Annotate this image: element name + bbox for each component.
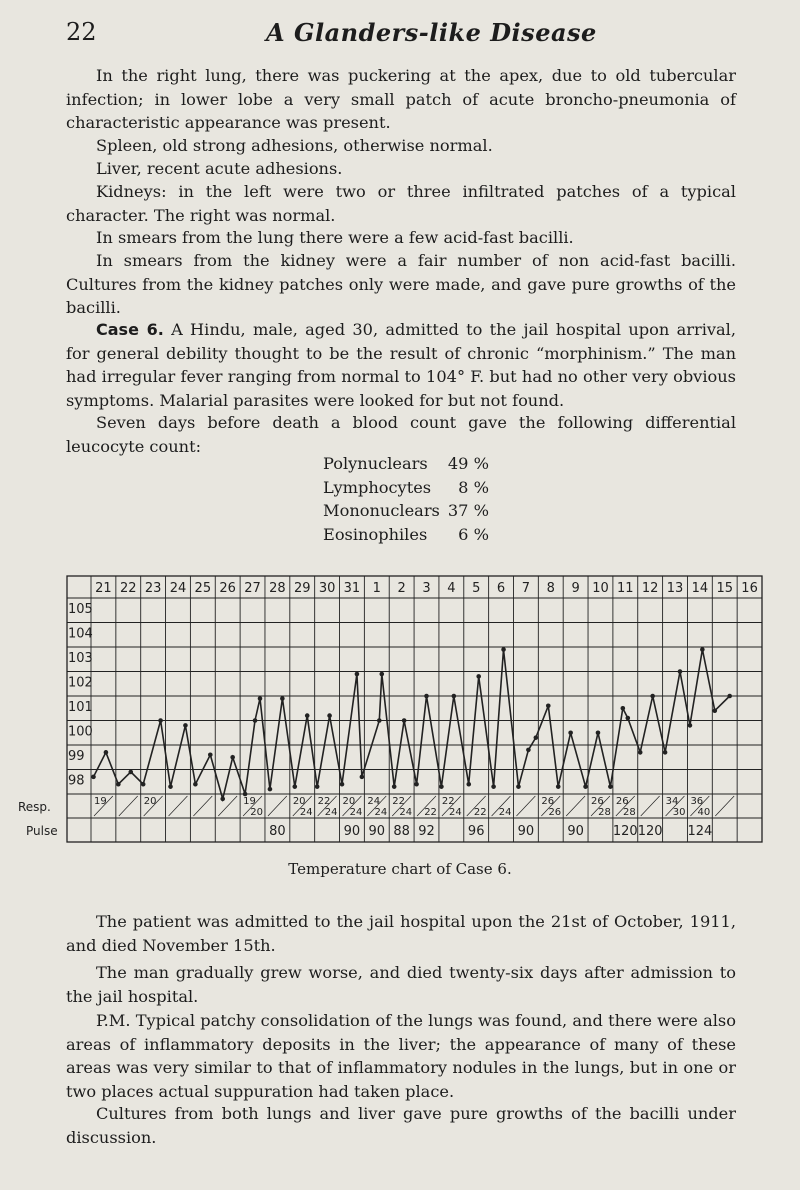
temperature-point	[379, 672, 384, 677]
temperature-point	[91, 775, 96, 780]
paragraph-lung-smears: In smears from the lung there were a few acid-fast bacilli.	[96, 228, 574, 247]
temperature-point	[208, 753, 213, 758]
paragraph-admission: The patient was admitted to the jail hospital upon the 21st of October, 1911, and died November 15th.	[66, 912, 736, 955]
temperature-point	[168, 784, 173, 789]
temperature-tick-label: 101	[68, 700, 93, 716]
temperature-tick-label: 102	[68, 675, 93, 691]
day-label: 30	[318, 581, 336, 596]
case-label: Case 6.	[96, 320, 164, 339]
temperature-point	[402, 718, 407, 723]
day-label: 22	[120, 581, 137, 596]
resp-value-bottom: 24	[299, 807, 313, 818]
resp-value-bottom: 22	[473, 807, 487, 818]
temperature-point	[663, 750, 668, 755]
resp-value-bottom: 26	[548, 807, 562, 818]
day-label: 5	[472, 581, 481, 596]
resp-cell-diagonal	[516, 796, 535, 816]
pulse-value: 90	[567, 824, 584, 839]
temperature-point	[360, 775, 365, 780]
pulse-value: 120	[637, 824, 663, 839]
resp-value-bottom: 28	[598, 807, 611, 818]
temperature-point	[424, 694, 429, 699]
temperature-point	[158, 718, 163, 723]
day-label: 26	[219, 581, 236, 596]
temperature-point	[183, 723, 188, 728]
temperature-point	[141, 782, 146, 787]
temperature-point	[258, 696, 263, 701]
temperature-point	[608, 784, 613, 789]
temperature-point	[727, 694, 732, 699]
count-name: Polynuclears	[323, 454, 428, 473]
count-name: Lymphocytes	[323, 477, 432, 497]
resp-value-top: 22	[441, 796, 455, 807]
resp-value-top: 26	[615, 796, 629, 807]
temperature-point	[700, 647, 705, 652]
temperature-point	[638, 750, 643, 755]
resp-value-top: 20	[143, 796, 157, 807]
temperature-point	[626, 716, 631, 721]
count-row	[323, 476, 489, 500]
pulse-value: 90	[517, 824, 535, 839]
resp-value-top: 19	[94, 796, 107, 807]
temperature-point	[305, 713, 310, 718]
temperature-point	[556, 784, 561, 789]
pulse-value: 90	[343, 824, 361, 839]
temperature-point	[650, 694, 655, 699]
paragraph-post-mortem: P.M. Typical patchy consolidation of the lungs was found, and there were also areas of inflammatory deposits in the liver; the appearance of many of these areas was very similar to that of inflammatory nodules in the lungs, but in one or two places actual suppuration had taken place.	[66, 1011, 736, 1101]
temperature-point	[688, 723, 693, 728]
resp-value-bottom: 30	[672, 807, 686, 818]
temperature-point	[596, 730, 601, 735]
temperature-point	[116, 782, 121, 787]
running-title: A Glanders-like Disease	[266, 18, 597, 47]
temperature-point	[678, 669, 683, 674]
temperature-point	[491, 784, 496, 789]
day-label: 11	[617, 581, 634, 596]
day-label: 10	[592, 581, 609, 596]
temperature-point	[340, 782, 345, 787]
temperature-tick-label: 98	[68, 773, 85, 789]
resp-value-top: 20	[342, 796, 356, 807]
resp-value-bottom: 24	[324, 807, 338, 818]
temperature-tick-label: 100	[68, 724, 93, 740]
count-name: Mononuclears	[323, 501, 440, 520]
resp-value-bottom: 40	[697, 807, 711, 818]
resp-value-bottom: 24	[349, 807, 363, 818]
day-label: 12	[641, 581, 659, 596]
resp-cell-diagonal	[715, 796, 734, 816]
resp-value-top: 20	[292, 796, 306, 807]
temperature-point	[526, 748, 531, 753]
temperature-point	[355, 672, 360, 677]
day-label: 4	[447, 581, 456, 596]
resp-value-top: 34	[665, 796, 679, 807]
day-label: 9	[571, 581, 580, 596]
day-label: 29	[293, 581, 311, 596]
day-label: 1	[372, 581, 381, 596]
pulse-value: 80	[269, 824, 286, 839]
temperature-point	[476, 674, 481, 679]
paragraph-kidneys: Kidneys: in the left were two or three infiltrated patches of a typical character. The right was normal.	[66, 182, 736, 225]
resp-cell-diagonal	[566, 796, 585, 816]
paragraph-right-lung: In the right lung, there was puckering at the apex, due to old tubercular infection; in lower lobe a very small patch of acute broncho-pneumonia of characteristic appearance was present.	[66, 66, 736, 132]
temperature-point	[104, 750, 109, 755]
resp-value-top: 22	[392, 796, 405, 807]
temperature-point	[280, 696, 285, 701]
day-label: 23	[144, 581, 162, 596]
case-text: A Hindu, male, aged 30, admitted to the jail hospital upon arrival, for general debility thought to be the result of chronic “morphinism.” The man had irregular fever ranging from normal to 104° F. but had no other very obvious symptoms. Malarial parasites were looked for but not found.	[66, 320, 736, 410]
temperature-point	[546, 704, 551, 709]
paragraph-blood-count: Seven days before death a blood count gave the following differential leucocyte count:	[66, 413, 736, 456]
day-label: 6	[496, 581, 506, 596]
temperature-chart-svg	[0, 570, 800, 860]
temperature-point	[220, 797, 225, 802]
count-value: 49 %	[447, 454, 489, 473]
paragraph-kidney-smears: In smears from the kidney were a fair number of non acid-fast bacilli. Cultures from the kidney patches only were made, and gave pure growths of the bacilli.	[66, 251, 736, 317]
count-row	[323, 452, 489, 476]
day-label: 24	[169, 581, 187, 596]
temperature-point	[712, 708, 717, 713]
temperature-point	[377, 718, 382, 723]
count-value: 37 %	[447, 501, 489, 520]
resp-value-bottom: 24	[374, 807, 388, 818]
pulse-value: 90	[368, 824, 386, 839]
temperature-point	[501, 647, 506, 652]
resp-value-top: 19	[243, 796, 256, 807]
resp-value-top: 36	[690, 796, 704, 807]
page-header	[66, 18, 760, 50]
temperature-point	[583, 784, 588, 789]
count-row	[323, 523, 489, 547]
resp-cell-diagonal	[641, 796, 660, 816]
temperature-point	[452, 694, 457, 699]
day-label: 16	[741, 581, 758, 596]
temperature-tick-label: 103	[68, 651, 93, 667]
temperature-point	[516, 784, 521, 789]
temperature-tick-label: 99	[68, 749, 85, 765]
temperature-point	[230, 755, 235, 760]
temperature-chart	[0, 570, 800, 860]
temperature-point	[268, 787, 273, 792]
pulse-value: 124	[687, 824, 713, 839]
pulse-value: 88	[393, 824, 410, 839]
resp-value-top: 26	[591, 796, 604, 807]
temperature-point	[315, 784, 320, 789]
temperature-point	[327, 713, 332, 718]
leucocyte-count-table	[323, 452, 489, 546]
temperature-point	[439, 784, 444, 789]
day-label: 15	[716, 581, 733, 596]
day-label: 31	[343, 581, 361, 596]
day-label: 28	[269, 581, 286, 596]
temperature-point	[128, 770, 133, 775]
temperature-point	[621, 706, 626, 711]
day-label: 2	[397, 581, 406, 596]
count-value: 8 %	[458, 477, 489, 497]
paragraph-case-6	[66, 318, 736, 412]
temperature-point	[292, 784, 297, 789]
pulse-row-label: Pulse	[26, 824, 58, 838]
temperature-tick-label: 104	[68, 626, 93, 642]
temperature-point	[392, 784, 397, 789]
temperature-point	[466, 782, 471, 787]
temperature-point	[193, 782, 198, 787]
resp-cell-diagonal	[119, 796, 138, 816]
day-label: 13	[666, 581, 684, 596]
resp-value-bottom: 24	[449, 807, 462, 818]
count-name: Eosinophiles	[323, 524, 428, 544]
temperature-point	[253, 718, 258, 723]
day-label: 25	[194, 581, 212, 596]
resp-value-top: 22	[317, 796, 331, 807]
resp-cell-diagonal	[169, 796, 188, 816]
resp-value-top: 24	[367, 796, 381, 807]
resp-value-bottom: 28	[623, 807, 636, 818]
paragraph-progress: The man gradually grew worse, and died twenty-six days after admission to the jail hospital.	[66, 963, 736, 1006]
day-label: 21	[95, 581, 112, 596]
resp-value-bottom: 24	[399, 807, 413, 818]
temperature-point	[534, 735, 539, 740]
paragraph-liver: Liver, recent acute adhesions.	[96, 159, 343, 178]
resp-value-bottom: 24	[498, 807, 512, 818]
day-label: 27	[244, 581, 261, 596]
resp-cell-diagonal	[193, 796, 212, 816]
chart-caption: Temperature chart of Case 6.	[288, 860, 512, 878]
resp-value-bottom: 22	[424, 807, 437, 818]
day-label: 8	[546, 581, 555, 596]
resp-cell-diagonal	[268, 796, 287, 816]
resp-value-top: 26	[541, 796, 555, 807]
day-label: 14	[691, 581, 709, 596]
count-value: 6 %	[458, 524, 489, 544]
resp-value-bottom: 20	[250, 807, 263, 818]
temperature-tick-label: 105	[68, 602, 93, 618]
pulse-value: 92	[418, 824, 435, 839]
pulse-value: 120	[612, 824, 638, 839]
paragraph-cultures: Cultures from both lungs and liver gave pure growths of the bacilli under discussion.	[66, 1104, 736, 1147]
count-row	[323, 499, 489, 523]
page-number: 22	[66, 18, 97, 46]
day-label: 7	[521, 581, 531, 596]
paragraph-spleen: Spleen, old strong adhesions, otherwise normal.	[96, 136, 493, 155]
pulse-value: 96	[467, 824, 485, 839]
day-label: 3	[422, 581, 431, 596]
resp-row-label: Resp.	[18, 800, 51, 814]
temperature-point	[414, 782, 419, 787]
temperature-point	[568, 730, 573, 735]
